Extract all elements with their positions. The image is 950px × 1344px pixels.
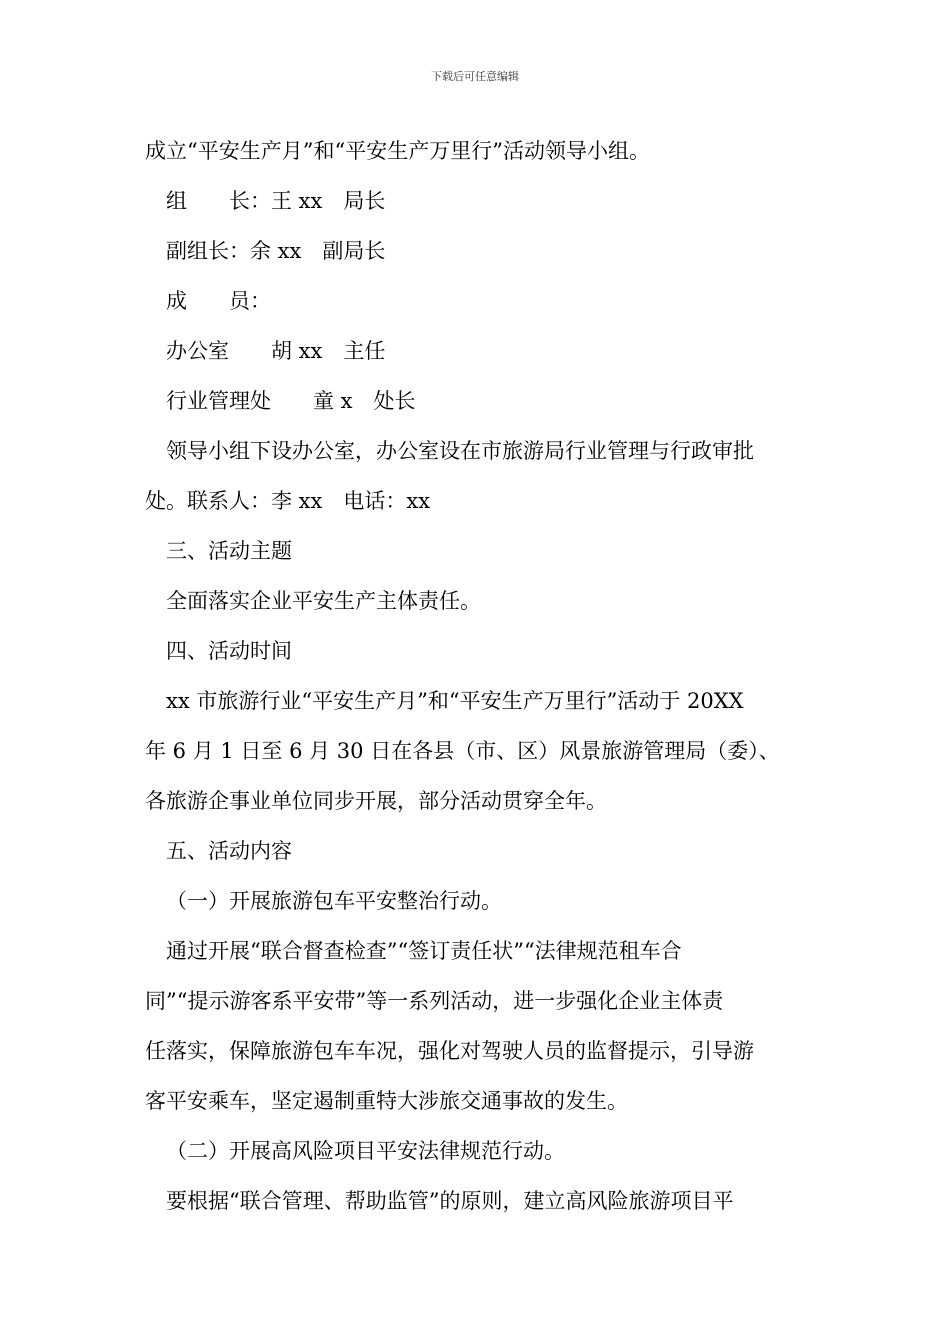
member-line: 行业管理处 童 x 处长 bbox=[166, 389, 416, 413]
section-heading: 三、活动主题 bbox=[166, 539, 292, 563]
deputy-leader-line: 副组长：余 xx 副局长 bbox=[166, 239, 386, 263]
paragraph-line: 全面落实企业平安生产主体责任。 bbox=[166, 589, 481, 613]
subsection-heading: （一）开展旅游包车平安整治行动。 bbox=[166, 889, 502, 913]
section-heading: 四、活动时间 bbox=[166, 639, 292, 663]
paragraph-line: 通过开展“联合督查检查”“签订责任状”“法律规范租车合 bbox=[166, 939, 682, 963]
paragraph-line: 成立“平安生产月”和“平安生产万里行”活动领导小组。 bbox=[145, 139, 650, 163]
paragraph-line: 领导小组下设办公室，办公室设在市旅游局行业管理与行政审批 bbox=[166, 439, 754, 463]
paragraph-line: 同”“提示游客系平安带”等一系列活动，进一步强化企业主体责 bbox=[145, 989, 724, 1013]
paragraph-line: 处。联系人：李 xx 电话：xx bbox=[145, 489, 431, 513]
paragraph-line: 客平安乘车，坚定遏制重特大涉旅交通事故的发生。 bbox=[145, 1089, 628, 1113]
section-heading: 五、活动内容 bbox=[166, 839, 292, 863]
paragraph-line: 要根据“联合管理、帮助监管”的原则，建立高风险旅游项目平 bbox=[166, 1189, 734, 1213]
members-label: 成 员： bbox=[166, 289, 271, 313]
paragraph-line: 年 6 月 1 日至 6 月 30 日在各县（市、区）风景旅游管理局（委）、 bbox=[145, 739, 780, 763]
paragraph-line: 任落实，保障旅游包车车况，强化对驾驶人员的监督提示，引导游 bbox=[145, 1039, 754, 1063]
document-body bbox=[145, 126, 810, 1226]
paragraph-line: xx 市旅游行业“平安生产月”和“平安生产万里行”活动于 20XX bbox=[166, 689, 744, 713]
member-line: 办公室 胡 xx 主任 bbox=[166, 339, 386, 363]
subsection-heading: （二）开展高风险项目平安法律规范行动。 bbox=[166, 1139, 565, 1163]
page-header: 下载后可任意编辑 bbox=[431, 70, 519, 83]
paragraph-line: 各旅游企事业单位同步开展，部分活动贯穿全年。 bbox=[145, 789, 607, 813]
leader-line: 组 长：王 xx 局长 bbox=[166, 189, 386, 213]
